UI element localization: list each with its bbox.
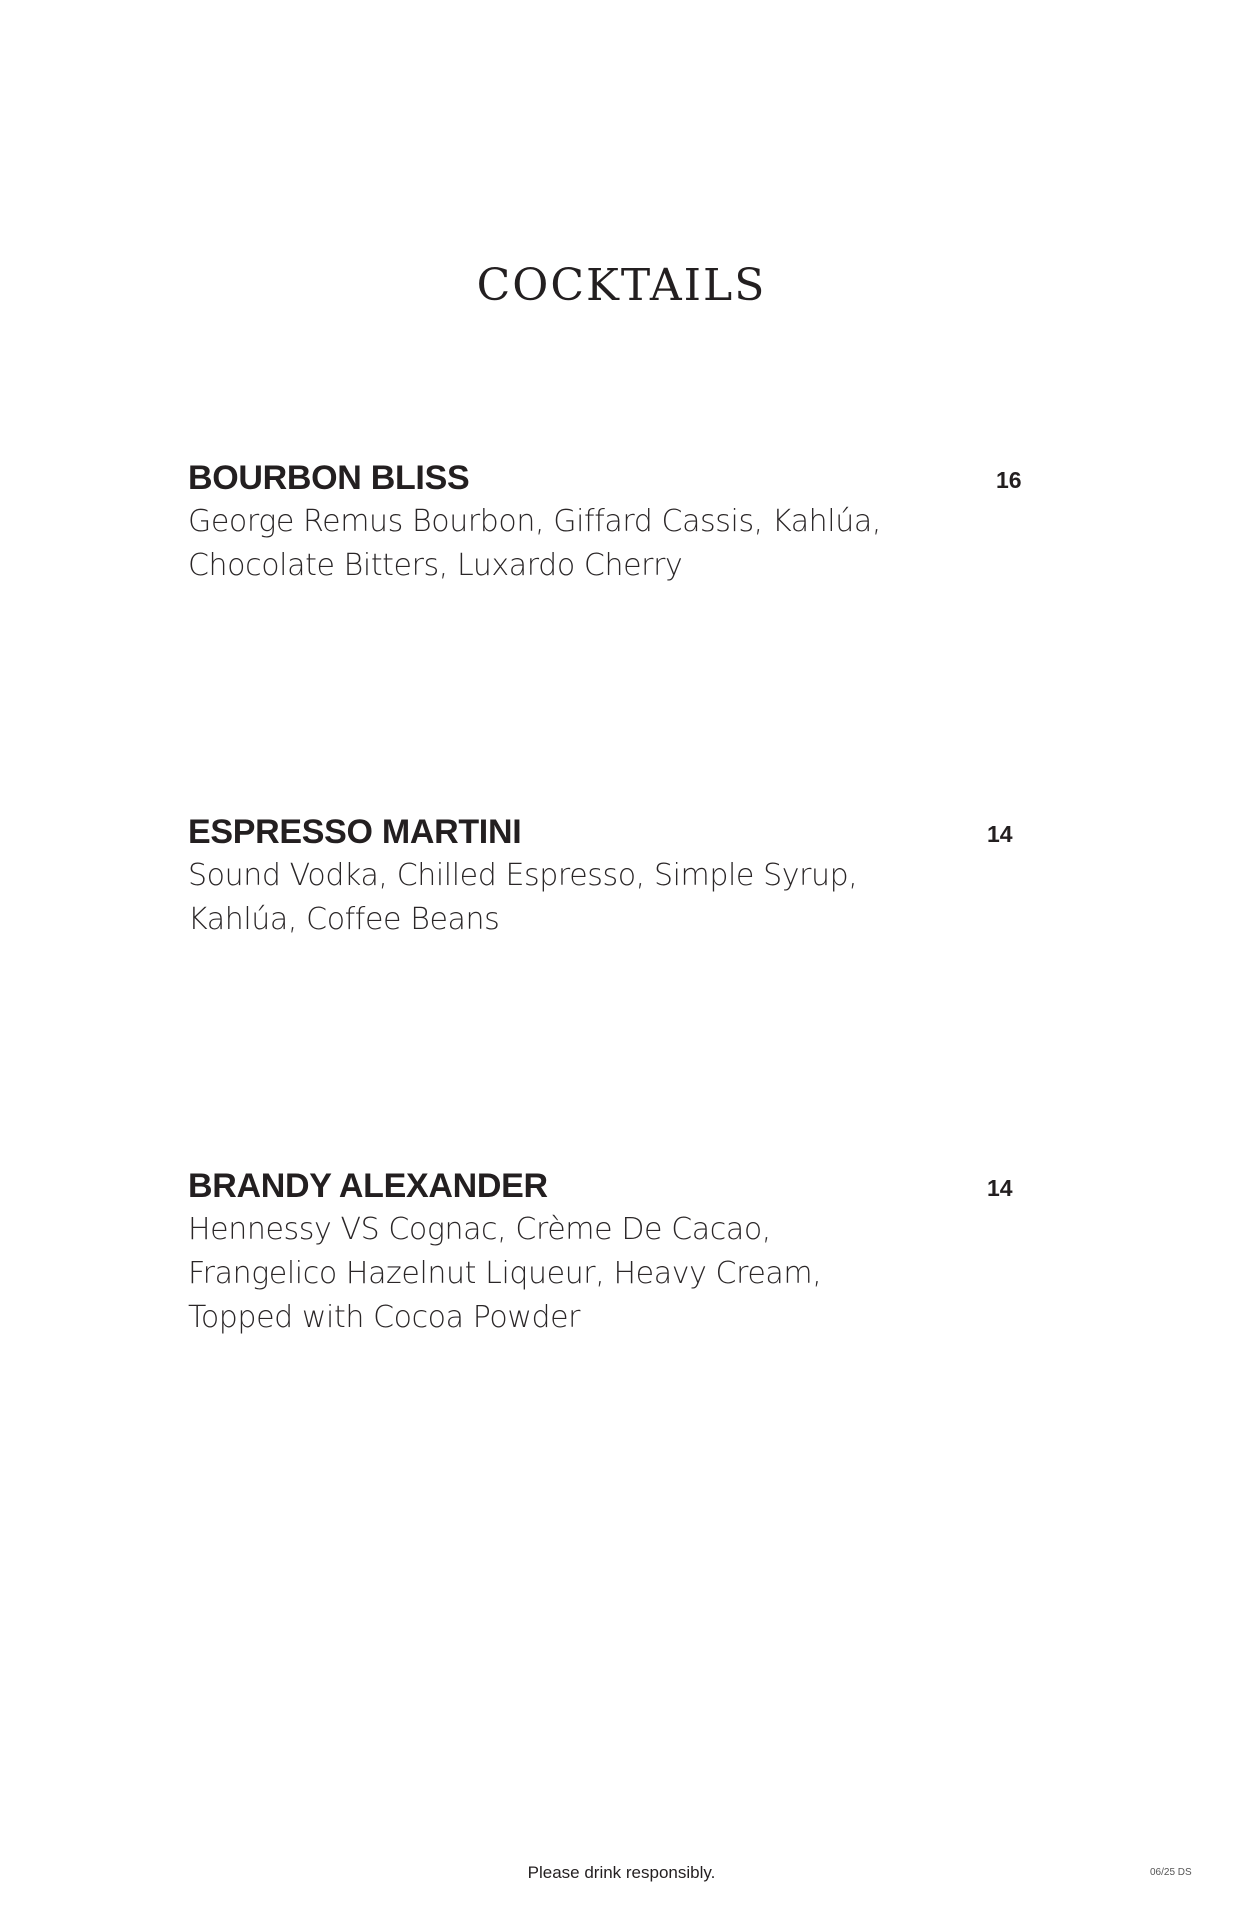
footer-note: Please drink responsibly. — [527, 1863, 716, 1882]
item-description — [188, 1208, 1028, 1340]
item-description — [188, 854, 1028, 942]
description-line: Kahlúa, Coffee Beans — [188, 902, 500, 937]
menu-item-brandy-alexander — [188, 1164, 1028, 1340]
description-line: George Remus Bourbon, Giffard Cassis, Kahlúa, — [188, 504, 881, 539]
item-name: BOURBON BLISS — [188, 459, 470, 497]
item-price: 14 — [987, 821, 1013, 847]
item-price: 14 — [987, 1175, 1013, 1201]
menu-item-bourbon-bliss — [188, 456, 1028, 588]
item-name: BRANDY ALEXANDER — [188, 1167, 548, 1205]
description-line: Topped with Cocoa Powder — [188, 1300, 581, 1335]
menu-item-espresso-martini — [188, 810, 1028, 942]
page-title: COCKTAILS — [476, 260, 767, 311]
description-line: Hennessy VS Cognac, Crème De Cacao, — [188, 1212, 771, 1247]
item-name: ESPRESSO MARTINI — [188, 813, 522, 851]
description-line: Sound Vodka, Chilled Espresso, Simple Syrup, — [188, 858, 858, 893]
item-description — [188, 500, 1028, 588]
item-price: 16 — [996, 467, 1022, 493]
description-line: Chocolate Bitters, Luxardo Cherry — [188, 548, 683, 583]
footer-code: 06/25 DS — [1150, 1867, 1192, 1878]
description-line: Frangelico Hazelnut Liqueur, Heavy Cream, — [188, 1256, 822, 1291]
